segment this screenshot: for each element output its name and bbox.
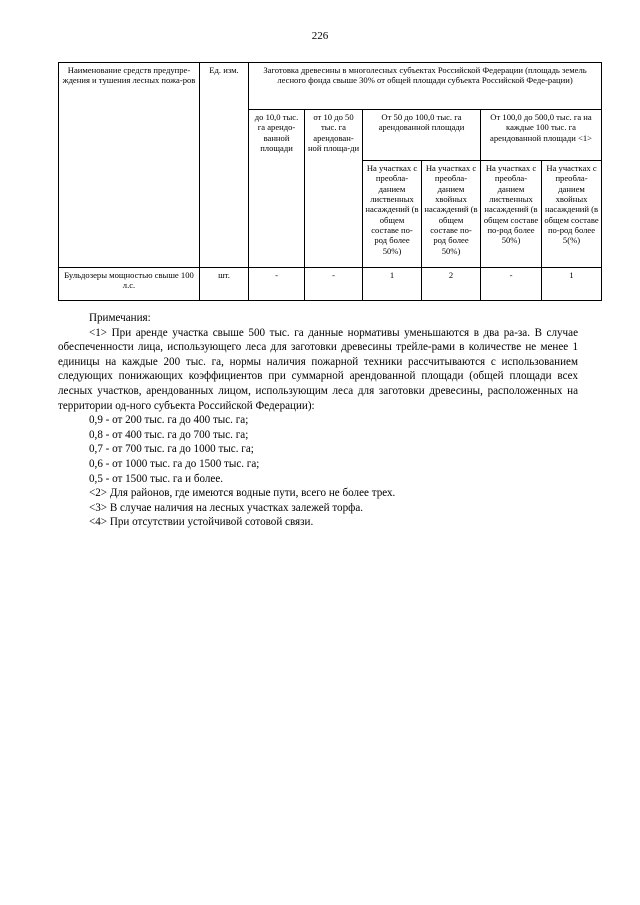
row-value: 1 bbox=[363, 268, 422, 301]
header-unit: Ед. изм. bbox=[200, 63, 249, 268]
coefficient-item: 0,6 - от 1000 тыс. га до 1500 тыс. га; bbox=[89, 457, 260, 470]
coefficient-item: 0,5 - от 1500 тыс. га и более. bbox=[89, 472, 224, 485]
coefficient-item: 0,9 - от 200 тыс. га до 400 тыс. га; bbox=[89, 414, 249, 427]
row-unit: шт. bbox=[200, 268, 249, 301]
table-header-row bbox=[59, 63, 602, 110]
notes-section bbox=[58, 311, 578, 530]
header-col-2: от 10 до 50 тыс. га арендован-ной площа-ди bbox=[305, 110, 363, 268]
header-sub-4: На участках с преобла-данием хвойных насаждений (в общем составе по-род более 5(%) bbox=[542, 161, 602, 268]
row-value: 2 bbox=[422, 268, 481, 301]
row-value: - bbox=[481, 268, 542, 301]
coefficient-item: 0,8 - от 400 тыс. га до 700 тыс. га; bbox=[89, 428, 249, 441]
header-col-3: От 50 до 100,0 тыс. га арендованной площади bbox=[363, 110, 481, 161]
row-value: - bbox=[249, 268, 305, 301]
row-value: 1 bbox=[542, 268, 602, 301]
note-2: <2> Для районов, где имеются водные пути, всего не более трех. bbox=[89, 487, 396, 500]
norms-table bbox=[58, 62, 602, 301]
header-sub-1: На участках с преобла-данием лиственных насаждений (в общем составе по-род более 50%) bbox=[363, 161, 422, 268]
note-4: <4> При отсутствии устойчивой сотовой связи. bbox=[89, 516, 314, 529]
note-1: <1> При аренде участка свыше 500 тыс. га данные нормативы уменьшаются в два ра-за. В случае обеспеченности лица, использующего леса для заготовки древесины трейле-рами в количестве не менее 1 единицы на каждые 200 тыс. га, нормы наличия пожарной техники рассчитываются с использованием следующих понижающих коэффициентов при суммарной арендованной площади (общей площади всех лесных участков, арендованных лицом, использующим леса для заготовки древесины, расположенных на территории од-ного субъекта Российской Федерации): bbox=[58, 326, 578, 412]
notes-title: Примечания: bbox=[89, 312, 151, 324]
header-group: Заготовка древесины в многолесных субъектах Российской Федерации (площадь земель лесного фонда свыше 30% от общей площади субъекта Российской Феде-рации) bbox=[249, 63, 602, 110]
table-row bbox=[59, 268, 602, 301]
header-sub-2: На участках с преобла-данием хвойных насаждений (в общем составе по-род более 50%) bbox=[422, 161, 481, 268]
header-col-1: до 10,0 тыс. га арендо-ванной площади bbox=[249, 110, 305, 268]
row-value: - bbox=[305, 268, 363, 301]
note-3: <3> В случае наличия на лесных участках залежей торфа. bbox=[89, 501, 364, 514]
header-col-4: От 100,0 до 500,0 тыс. га на каждые 100 тыс. га арендованной площади <1> bbox=[481, 110, 602, 161]
page-number: 226 bbox=[311, 30, 329, 42]
header-sub-3: На участках с преобла-данием лиственных насаждений (в общем составе по-род более 50%) bbox=[481, 161, 542, 268]
header-name: Наименование средств предупре-ждения и тушения лесных пожа-ров bbox=[59, 63, 200, 268]
coefficient-item: 0,7 - от 700 тыс. га до 1000 тыс. га; bbox=[89, 443, 254, 456]
row-name: Бульдозеры мощностью свыше 100 л.с. bbox=[59, 268, 200, 301]
